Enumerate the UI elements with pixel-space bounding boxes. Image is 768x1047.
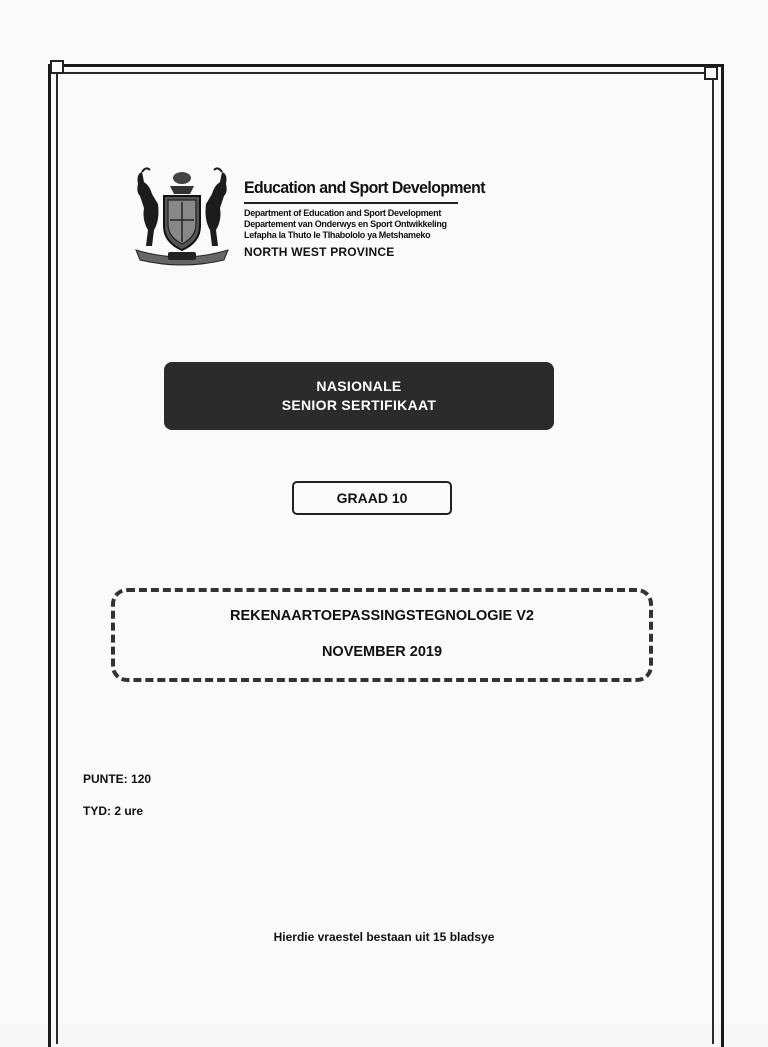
time-label: TYD:	[83, 804, 111, 818]
department-title: Education and Sport Development	[244, 178, 485, 197]
page-count-note: Hierdie vraestel bestaan uit 15 bladsye	[273, 930, 495, 944]
border-corner-top-right	[704, 66, 718, 80]
banner-line-2: SENIOR SERTIFIKAAT	[281, 397, 437, 413]
department-name-afrikaans: Departement van Onderwys en Sport Ontwikkeling	[244, 219, 447, 229]
letterhead-rule	[244, 202, 458, 204]
province-name: NORTH WEST PROVINCE	[244, 245, 395, 259]
exam-date: NOVEMBER 2019	[321, 644, 443, 660]
marks-row	[83, 772, 151, 786]
department-name-setswana: Lefapha la Thuto le Tlhabololo ya Metshameko	[244, 230, 431, 240]
coat-of-arms-icon	[130, 164, 234, 268]
department-name-english: Department of Education and Sport Development	[244, 208, 442, 218]
time-row	[83, 804, 143, 818]
grade-label: GRAAD 10	[336, 490, 408, 506]
subject-box	[111, 588, 653, 682]
grade-box	[292, 481, 452, 515]
banner-line-1: NASIONALE	[316, 378, 402, 394]
marks-value: 120	[131, 772, 152, 786]
border-corner-top-left	[50, 60, 64, 74]
marks-label: PUNTE:	[83, 772, 128, 786]
certificate-banner	[164, 362, 554, 430]
time-value: 2 ure	[114, 804, 144, 818]
letterhead	[244, 178, 485, 259]
subject-name: REKENAARTOEPASSINGSTEGNOLOGIE V2	[229, 608, 534, 624]
